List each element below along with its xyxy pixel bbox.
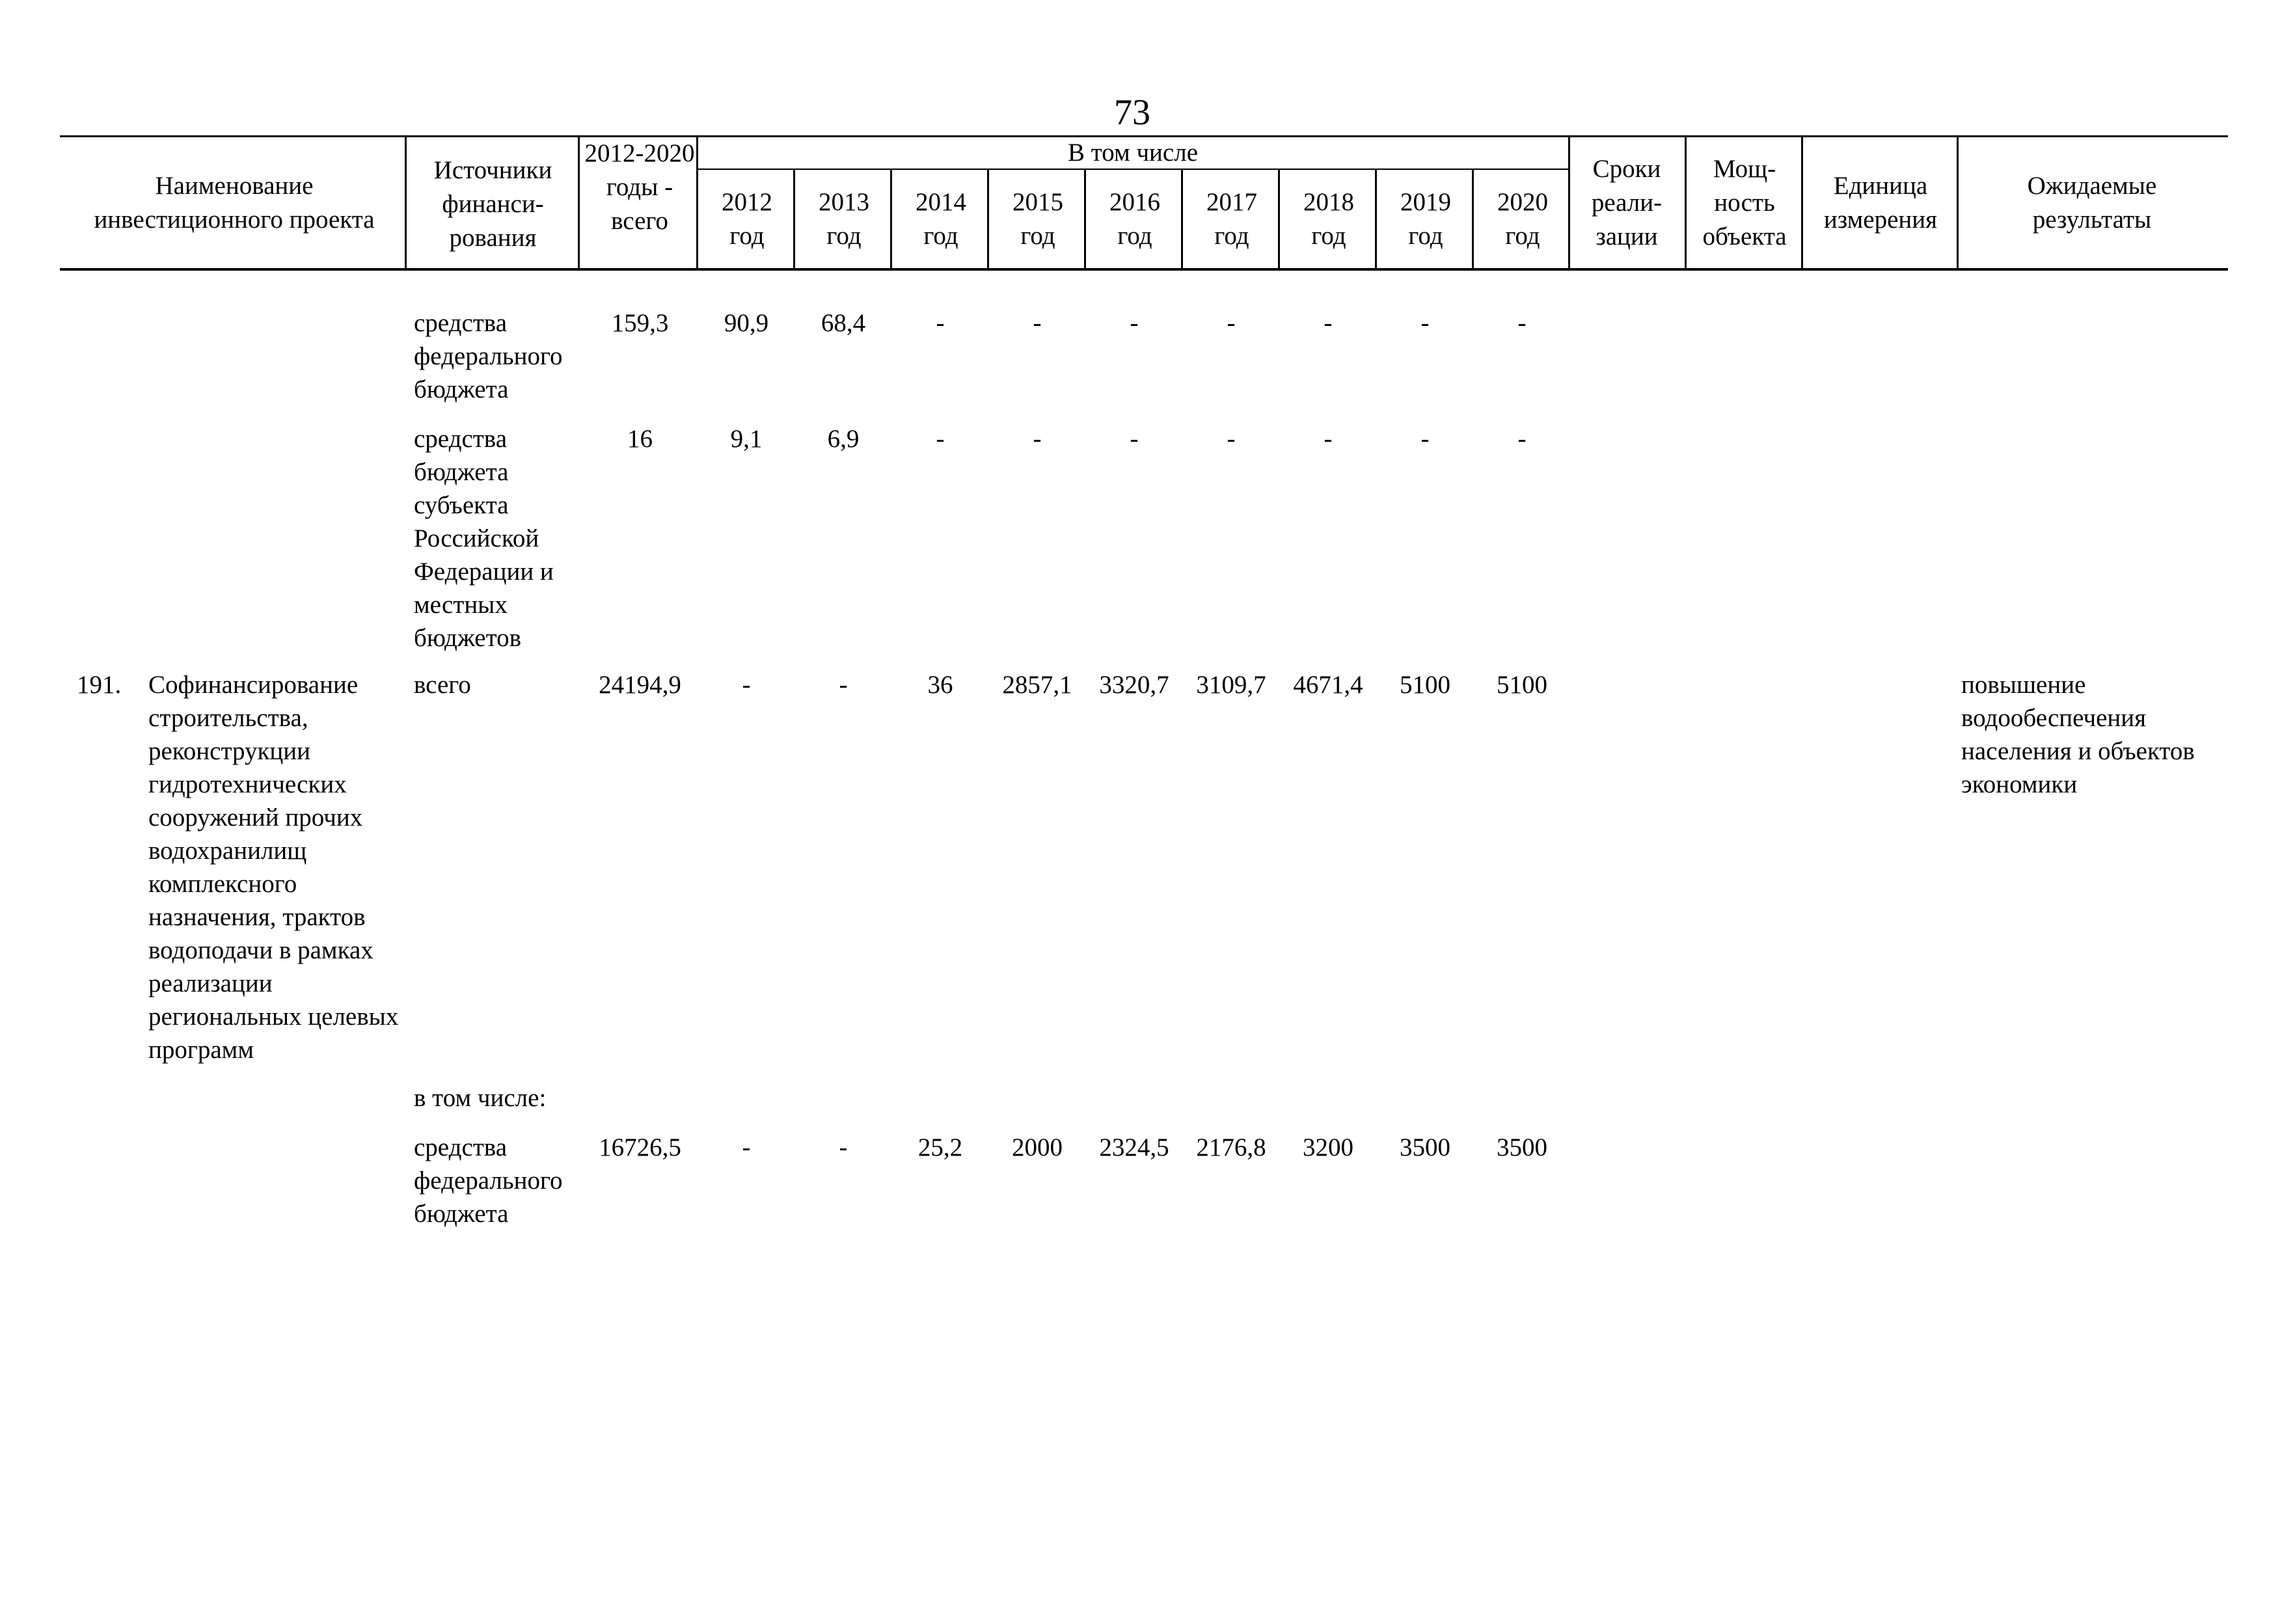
value-cell-2015: -: [1033, 309, 1042, 337]
value-cell-2014: 36: [927, 671, 953, 699]
header-capacity: Мощ-ность объекта: [1702, 155, 1787, 250]
value-cell-2019: -: [1420, 309, 1430, 337]
value-cell-2016: 3320,7: [1099, 671, 1169, 699]
col-divider: [1685, 135, 1687, 269]
source-cell: в том числе:: [414, 1084, 547, 1112]
col-divider: [578, 135, 580, 269]
value-cell-2012: 90,9: [724, 309, 769, 337]
header-year-2013: 2013 год: [819, 188, 869, 250]
value-cell-2012: -: [742, 1133, 751, 1161]
source-cell: всего: [414, 671, 471, 699]
header-year-2014: 2014 год: [916, 188, 966, 250]
value-cell-2013: -: [839, 671, 848, 699]
header-year-2016: 2016 год: [1109, 188, 1160, 250]
header-terms: Сроки реали-зации: [1591, 155, 1663, 250]
value-cell-2020: -: [1517, 425, 1527, 453]
total-cell: 16726,5: [599, 1133, 681, 1161]
total-cell: 16: [627, 425, 653, 453]
header-name: Наименование инвестиционного проекта: [94, 172, 375, 234]
value-cell-2016: 2324,5: [1099, 1133, 1169, 1161]
value-cell-2017: 2176,8: [1196, 1133, 1266, 1161]
source-cell: средства федерального бюджета: [414, 309, 563, 403]
value-cell-2016: -: [1130, 425, 1139, 453]
col-divider: [890, 169, 892, 269]
value-cell-2018: -: [1324, 425, 1333, 453]
source-cell: средства бюджета субъекта Российской Федерации и местных бюджетов: [414, 425, 554, 652]
header-unit: Единица измерения: [1823, 172, 1938, 234]
value-cell-2014: -: [936, 309, 945, 337]
value-cell-2017: -: [1227, 309, 1236, 337]
col-divider: [1278, 169, 1280, 269]
col-divider: [1084, 169, 1086, 269]
value-cell-2014: 25,2: [917, 1133, 963, 1161]
value-cell-2014: -: [936, 425, 945, 453]
header-bottom-rule: [60, 268, 2228, 271]
header-year-2019: 2019 год: [1400, 188, 1451, 250]
col-divider: [1801, 135, 1803, 269]
project-name-cell: Софинансирование строительства, реконструкции гидротехнических сооружений прочих водохранилищ комплексного назначения, трактов водоподачи в рамках реализации региональных целевых программ: [148, 671, 399, 1064]
col-divider: [1472, 169, 1474, 269]
value-cell-2015: 2000: [1012, 1133, 1063, 1161]
header-total: 2012-2020 годы - всего: [584, 139, 695, 235]
col-divider: [1181, 169, 1183, 269]
value-cell-2013: 68,4: [821, 309, 866, 337]
value-cell-2017: -: [1227, 425, 1236, 453]
col-divider: [1375, 169, 1377, 269]
value-cell-2019: 5100: [1400, 671, 1450, 699]
col-divider: [1568, 135, 1570, 269]
col-divider: [1957, 135, 1959, 269]
header-year-2015: 2015 год: [1012, 188, 1063, 250]
expected-result-cell: повышение водообеспечения населения и объектов экономики: [1961, 671, 2195, 798]
header-in-that: В том числе: [1067, 139, 1199, 167]
col-divider: [793, 169, 795, 269]
value-cell-2013: 6,9: [827, 425, 860, 453]
total-cell: 159,3: [611, 309, 669, 337]
row-number: 191.: [77, 671, 122, 699]
col-divider: [405, 135, 407, 269]
header-sources: Источники финанси-рования: [433, 156, 552, 252]
value-cell-2018: 4671,4: [1293, 671, 1363, 699]
value-cell-2015: -: [1033, 425, 1042, 453]
header-year-2012: 2012 год: [722, 188, 772, 250]
value-cell-2012: -: [742, 671, 751, 699]
col-divider: [987, 169, 989, 269]
header-year-2017: 2017 год: [1206, 188, 1257, 250]
value-cell-2017: 3109,7: [1196, 671, 1266, 699]
value-cell-2018: -: [1324, 309, 1333, 337]
value-cell-2018: 3200: [1303, 1133, 1353, 1161]
value-cell-2019: 3500: [1400, 1133, 1450, 1161]
value-cell-2020: -: [1517, 309, 1527, 337]
source-cell: средства федерального бюджета: [414, 1133, 563, 1228]
header-year-2020: 2020 год: [1497, 188, 1548, 250]
value-cell-2012: 9,1: [730, 425, 763, 453]
value-cell-2020: 3500: [1497, 1133, 1547, 1161]
value-cell-2013: -: [839, 1133, 848, 1161]
header-results: Ожидаемые результаты: [2027, 172, 2157, 234]
value-cell-2015: 2857,1: [1002, 671, 1072, 699]
value-cell-2020: 5100: [1497, 671, 1547, 699]
total-cell: 24194,9: [599, 671, 681, 699]
value-cell-2019: -: [1420, 425, 1430, 453]
header-year-2018: 2018 год: [1303, 188, 1354, 250]
page-number: 73: [1114, 92, 1150, 133]
value-cell-2016: -: [1130, 309, 1139, 337]
